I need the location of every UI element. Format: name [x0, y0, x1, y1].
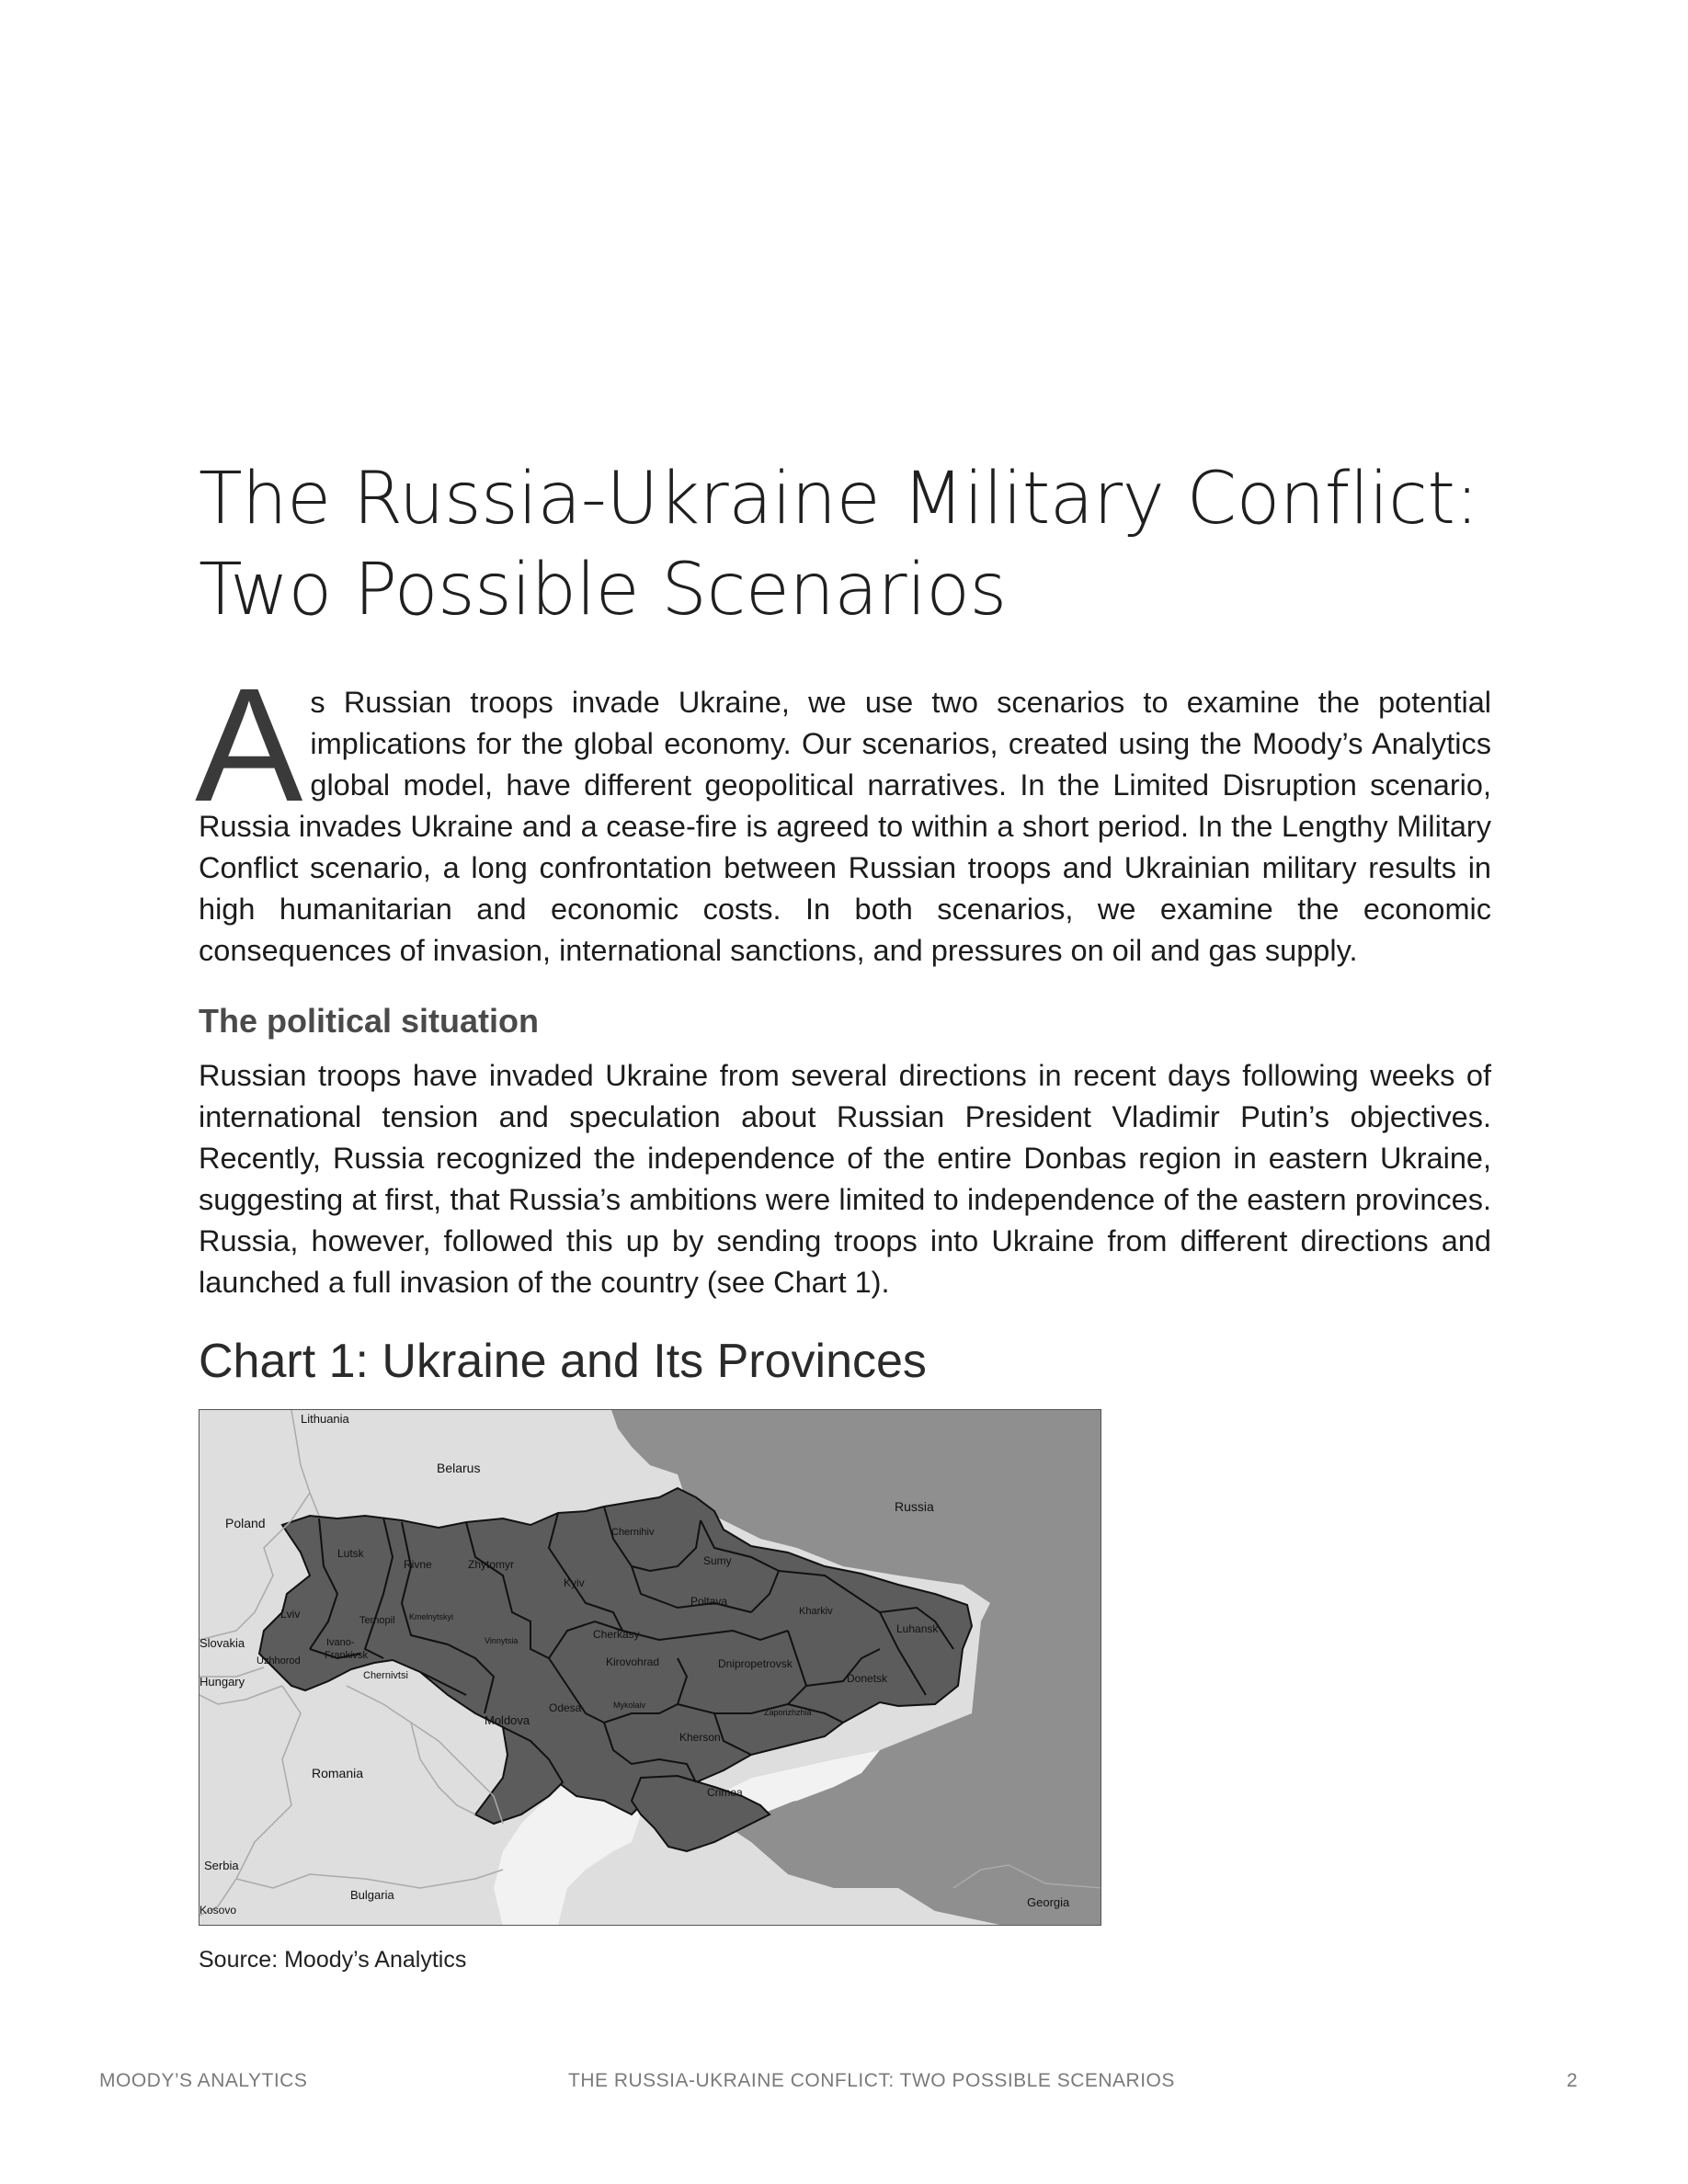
label-dnipropetrovsk: Dnipropetrovsk: [718, 1657, 793, 1670]
label-lithuania: Lithuania: [301, 1412, 349, 1426]
intro-text: s Russian troops invade Ukraine, we use two scenarios to examine the potential implications for the global economy. Our scenarios, created using the Moody’s Analytics global model, have different geopolitical narratives. In the Limited Disruption scenario, Russia invades Ukraine and a cease-fire is agreed to within a short period. In the Lengthy Military Conflict scenario, a long confrontation between Russian troops and Ukrainian military results in high humanitarian and economic costs. In both scenarios, we examine the economic consequences of invasion, international sanctions, and pressures on oil and gas supply.: [199, 686, 1491, 967]
label-kosovo: Kosovo: [200, 1904, 237, 1917]
ukraine-map: [199, 1409, 1101, 1926]
label-serbia: Serbia: [204, 1859, 239, 1872]
label-bulgaria: Bulgaria: [350, 1888, 394, 1902]
label-chernivtsi: Chernivtsi: [363, 1670, 408, 1681]
label-luhansk: Luhansk: [896, 1622, 939, 1635]
intro-paragraph: [195, 655, 1491, 972]
label-chernihiv: Chernihiv: [611, 1527, 655, 1538]
label-odesa: Odesa: [549, 1701, 582, 1714]
label-ivano-frankivsk-1: Ivano-: [326, 1637, 355, 1648]
label-lutsk: Lutsk: [337, 1547, 364, 1560]
label-ivano-frankivsk-2: Frankivsk: [325, 1650, 369, 1661]
label-belarus: Belarus: [437, 1461, 481, 1475]
label-donetsk: Donetsk: [847, 1672, 888, 1685]
section-heading: The political situation: [199, 1002, 540, 1040]
label-kharkiv: Kharkiv: [799, 1606, 833, 1617]
label-zaporizhzhia: Zaporizhzhia: [764, 1708, 812, 1717]
footer-running-title: THE RUSSIA-UKRAINE CONFLICT: TWO POSSIBLE SCENARIOS: [568, 2070, 1175, 2091]
label-moldova: Moldova: [485, 1713, 530, 1727]
footer-brand: MOODY’S ANALYTICS: [99, 2070, 308, 2091]
map-svg: [200, 1410, 1101, 1926]
document-title: [199, 454, 1486, 636]
label-poltava: Poltava: [690, 1595, 728, 1608]
label-georgia: Georgia: [1027, 1895, 1070, 1909]
label-mykolaiv: Mykolaiv: [613, 1701, 646, 1710]
label-cherkasy: Cherkasy: [593, 1628, 640, 1641]
section-paragraph: Russian troops have invaded Ukraine from several directions in recent days following weeks of international tension and speculation about Russian President Vladimir Putin’s objectives. Recently, Russia recognized the independence of the entire Donbas region in eastern Ukraine, suggesting at first, that Russia’s ambitions were limited to independence of the eastern provinces. Russia, however, followed this up by sending troops into Ukraine from different directions and launched a full invasion of the country (see Chart 1).: [199, 1059, 1491, 1299]
chart-source: Source: Moody’s Analytics: [199, 1947, 467, 1973]
label-kyiv: Kyiv: [564, 1576, 585, 1589]
page-number: 2: [1567, 2070, 1579, 2091]
label-slovakia: Slovakia: [200, 1636, 245, 1650]
label-uzhhorod: Uzhhorod: [257, 1655, 301, 1666]
label-ternopil: Ternopil: [359, 1615, 395, 1626]
label-sumy: Sumy: [703, 1554, 732, 1567]
label-romania: Romania: [312, 1766, 364, 1780]
label-khmelnytskyi: Kmelnytskyi: [409, 1612, 454, 1621]
label-vinnytsia: Vinnytsia: [485, 1636, 519, 1645]
label-hungary: Hungary: [200, 1675, 245, 1689]
label-poland: Poland: [225, 1516, 266, 1530]
label-lviv: Lviv: [280, 1608, 301, 1621]
label-kherson: Kherson: [679, 1731, 721, 1744]
title-line-2: Two Possible Scenarios: [199, 549, 1007, 631]
label-russia: Russia: [895, 1499, 934, 1514]
drop-cap: A: [195, 655, 303, 836]
title-line-1: The Russia-Ukraine Military Conflict:: [199, 458, 1479, 540]
label-kirovohrad: Kirovohrad: [606, 1655, 660, 1668]
chart-title: Chart 1: Ukraine and Its Provinces: [199, 1335, 927, 1388]
label-zhytomyr: Zhytomyr: [468, 1558, 515, 1571]
label-rivne: Rivne: [404, 1558, 432, 1571]
label-crimea: Crimea: [707, 1786, 743, 1799]
